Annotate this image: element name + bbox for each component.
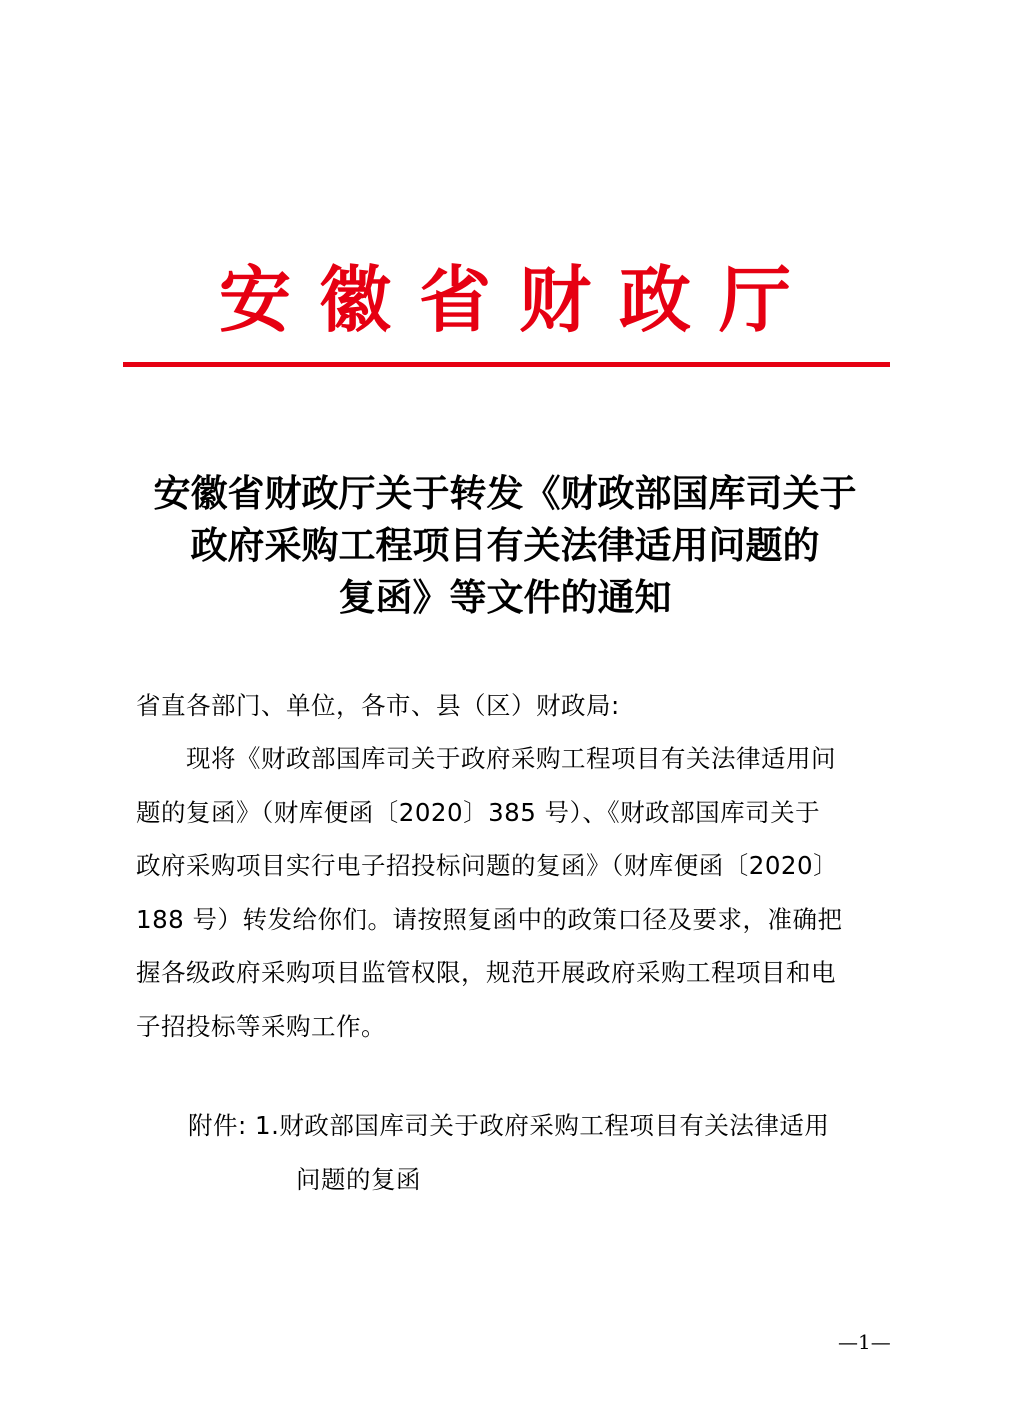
page-number: —1— <box>838 1330 891 1354</box>
body-line: 子招投标等采购工作。 <box>136 1011 386 1041</box>
body-line: 题的复函》（财库便函〔2020〕385 号）、《财政部国库司关于 <box>136 797 821 827</box>
document-title-line: 复函》等文件的通知 <box>338 576 672 619</box>
document-title <box>80 468 930 624</box>
body-paragraph <box>136 732 884 1054</box>
document-title-line: 政府采购工程项目有关法律适用问题的 <box>190 524 820 567</box>
attachment-item-1: 附件: 1.财政部国库司关于政府采购工程项目有关法律适用 <box>188 1111 830 1140</box>
masthead-red-rule <box>123 362 890 367</box>
attachment-list <box>188 1099 888 1206</box>
salutation <box>136 679 884 733</box>
body-line: 188 号）转发给你们。请按照复函中的政策口径及要求，准确把 <box>136 904 843 934</box>
document-title-line: 安徽省财政厅关于转发《财政部国库司关于 <box>153 472 857 515</box>
salutation-text: 省直各部门、单位，各市、县（区）财政局: <box>136 691 620 720</box>
body-line: 握各级政府采购项目监管权限，规范开展政府采购工程项目和电 <box>136 958 836 988</box>
body-line: 现将《财政部国库司关于政府采购工程项目有关法律适用问 <box>136 744 836 773</box>
attachment-item-1-continued: 问题的复函 <box>296 1164 421 1194</box>
body-line: 政府采购项目实行电子招投标问题的复函》（财库便函〔2020〕 <box>136 851 839 881</box>
masthead-org-name: 安徽省财政厅 <box>218 257 819 342</box>
